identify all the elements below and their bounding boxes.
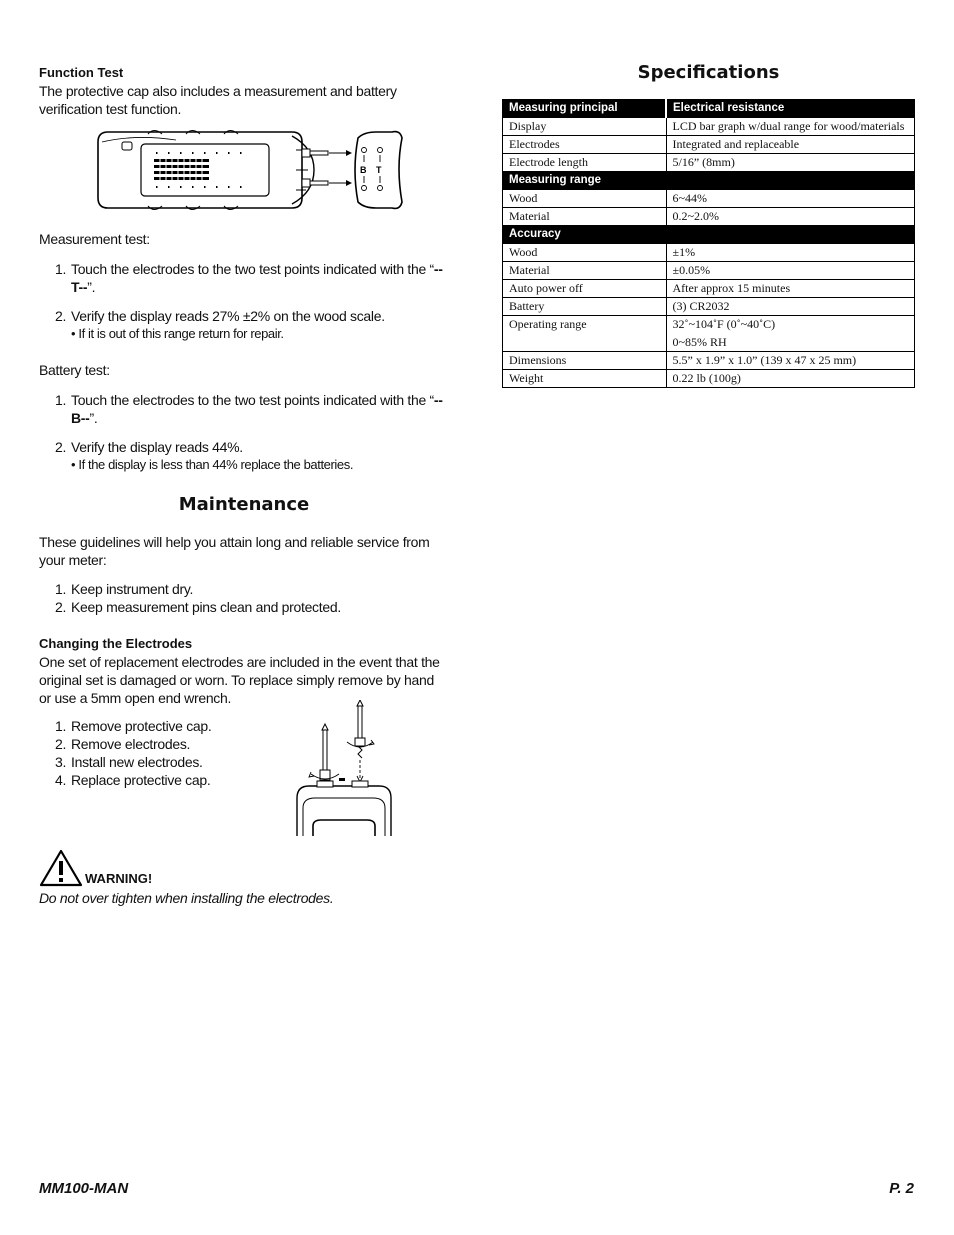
- table-section-row: [503, 172, 915, 190]
- table-row: [503, 370, 915, 388]
- table-row: [503, 298, 915, 316]
- maintenance-title: Maintenance: [178, 494, 310, 515]
- table-cell-label: Electrode length: [503, 154, 667, 172]
- changing-electrodes-heading: Changing the Electrodes: [39, 636, 193, 651]
- table-header-cell: Electrical resistance: [666, 100, 915, 118]
- function-test-intro: The protective cap also includes a measurement and battery verification test function.: [39, 83, 397, 117]
- table-row: [503, 190, 915, 208]
- right-column: [502, 62, 915, 388]
- table-section-label: Accuracy: [503, 226, 915, 244]
- maintenance-steps: [39, 580, 449, 616]
- table-cell-value: ±1%: [666, 244, 915, 262]
- changing-electrodes-intro: One set of replacement electrodes are included in the event that the original set is damaged or worn. To replace simply remove by hand or use a 5mm open end wrench.: [39, 654, 440, 706]
- list-item: 2. Keep measurement pins clean and protected.: [55, 599, 341, 615]
- table-cell-label: Electrodes: [503, 136, 667, 154]
- table-row: [503, 154, 915, 172]
- table-cell-label: Battery: [503, 298, 667, 316]
- battery-bullet: • If the display is less than 44% replace the batteries.: [71, 457, 354, 472]
- table-cell-value: ±0.05%: [666, 262, 915, 280]
- warning-text: Do not over tighten when installing the electrodes.: [39, 890, 334, 906]
- table-row: [503, 280, 915, 298]
- measurement-test-steps: [39, 260, 449, 325]
- maintenance-intro: These guidelines will help you attain long and reliable service from your meter:: [39, 534, 430, 568]
- table-cell-label: Operating range: [503, 316, 667, 352]
- table-cell-label: Material: [503, 262, 667, 280]
- table-cell-value: 5/16” (8mm): [666, 154, 915, 172]
- measurement-test-label: Measurement test:: [39, 231, 150, 247]
- footer-document-id: MM100-MAN: [39, 1180, 129, 1197]
- measurement-bullet: • If it is out of this range return for repair.: [71, 326, 284, 341]
- left-column: [39, 64, 449, 907]
- table-section-row: [503, 226, 915, 244]
- table-cell-label: Wood: [503, 190, 667, 208]
- list-item: 3. Install new electrodes.: [55, 754, 203, 770]
- table-cell-label: Weight: [503, 370, 667, 388]
- list-item: 2. Verify the display reads 27% ±2% on the wood scale.: [55, 308, 385, 324]
- table-cell-value-line: 32˚~104˚F (0˚~40˚C): [672, 317, 776, 331]
- table-cell-value: (3) CR2032: [666, 298, 915, 316]
- table-header-cell: Measuring principal: [503, 100, 667, 118]
- battery-test-label: Battery test:: [39, 362, 110, 378]
- function-test-heading: Function Test: [39, 65, 124, 80]
- list-item: 2. Remove electrodes.: [55, 736, 191, 752]
- table-cell-value-line: 0~85% RH: [672, 335, 727, 349]
- table-cell-value: 0.2~2.0%: [666, 208, 915, 226]
- table-cell-label: Display: [503, 118, 667, 136]
- specifications-table: [502, 99, 915, 388]
- list-item: 4. Replace protective cap.: [55, 772, 211, 788]
- warning-triangle-icon: [39, 849, 83, 887]
- table-cell-value: After approx 15 minutes: [666, 280, 915, 298]
- list-item: 2. Verify the display reads 44%.: [55, 439, 243, 455]
- table-cell-label: Wood: [503, 244, 667, 262]
- test-code-t: --T--: [71, 261, 443, 295]
- meter-cap-illustration: [96, 128, 406, 212]
- battery-test-steps: [39, 391, 449, 456]
- electrode-steps-block: [39, 717, 449, 837]
- list-item: 1. Touch the electrodes to the two test points indicated with the “--T--”.: [55, 261, 443, 295]
- table-cell-value: Integrated and replaceable: [666, 136, 915, 154]
- specifications-title: Specifications: [637, 62, 780, 83]
- table-cell-value: [666, 316, 915, 352]
- cap-label-t: T: [376, 165, 382, 175]
- cap-label-b: B: [360, 165, 367, 175]
- table-header-row: [503, 100, 915, 118]
- table-row: [503, 208, 915, 226]
- warning-title: WARNING!: [85, 871, 153, 886]
- electrode-replacement-illustration: [295, 700, 395, 836]
- table-row: [503, 136, 915, 154]
- table-cell-label: Material: [503, 208, 667, 226]
- table-cell-value: 0.22 lb (100g): [666, 370, 915, 388]
- table-row: [503, 244, 915, 262]
- list-item: 1. Remove protective cap.: [55, 718, 212, 734]
- table-cell-value: LCD bar graph w/dual range for wood/materials: [666, 118, 915, 136]
- table-cell-label: Dimensions: [503, 352, 667, 370]
- list-item: 1. Touch the electrodes to the two test points indicated with the “--B--”.: [55, 392, 443, 426]
- table-row: [503, 352, 915, 370]
- footer-page-number: P. 2: [889, 1180, 914, 1197]
- table-section-label: Measuring range: [503, 172, 915, 190]
- test-code-b: --B--: [71, 392, 443, 426]
- list-item: 1. Keep instrument dry.: [55, 581, 194, 597]
- warning-block: [39, 849, 449, 907]
- table-row: [503, 118, 915, 136]
- table-row: [503, 316, 915, 352]
- table-cell-label: Auto power off: [503, 280, 667, 298]
- table-row: [503, 262, 915, 280]
- table-cell-value: 5.5” x 1.9” x 1.0” (139 x 47 x 25 mm): [666, 352, 915, 370]
- table-cell-value: 6~44%: [666, 190, 915, 208]
